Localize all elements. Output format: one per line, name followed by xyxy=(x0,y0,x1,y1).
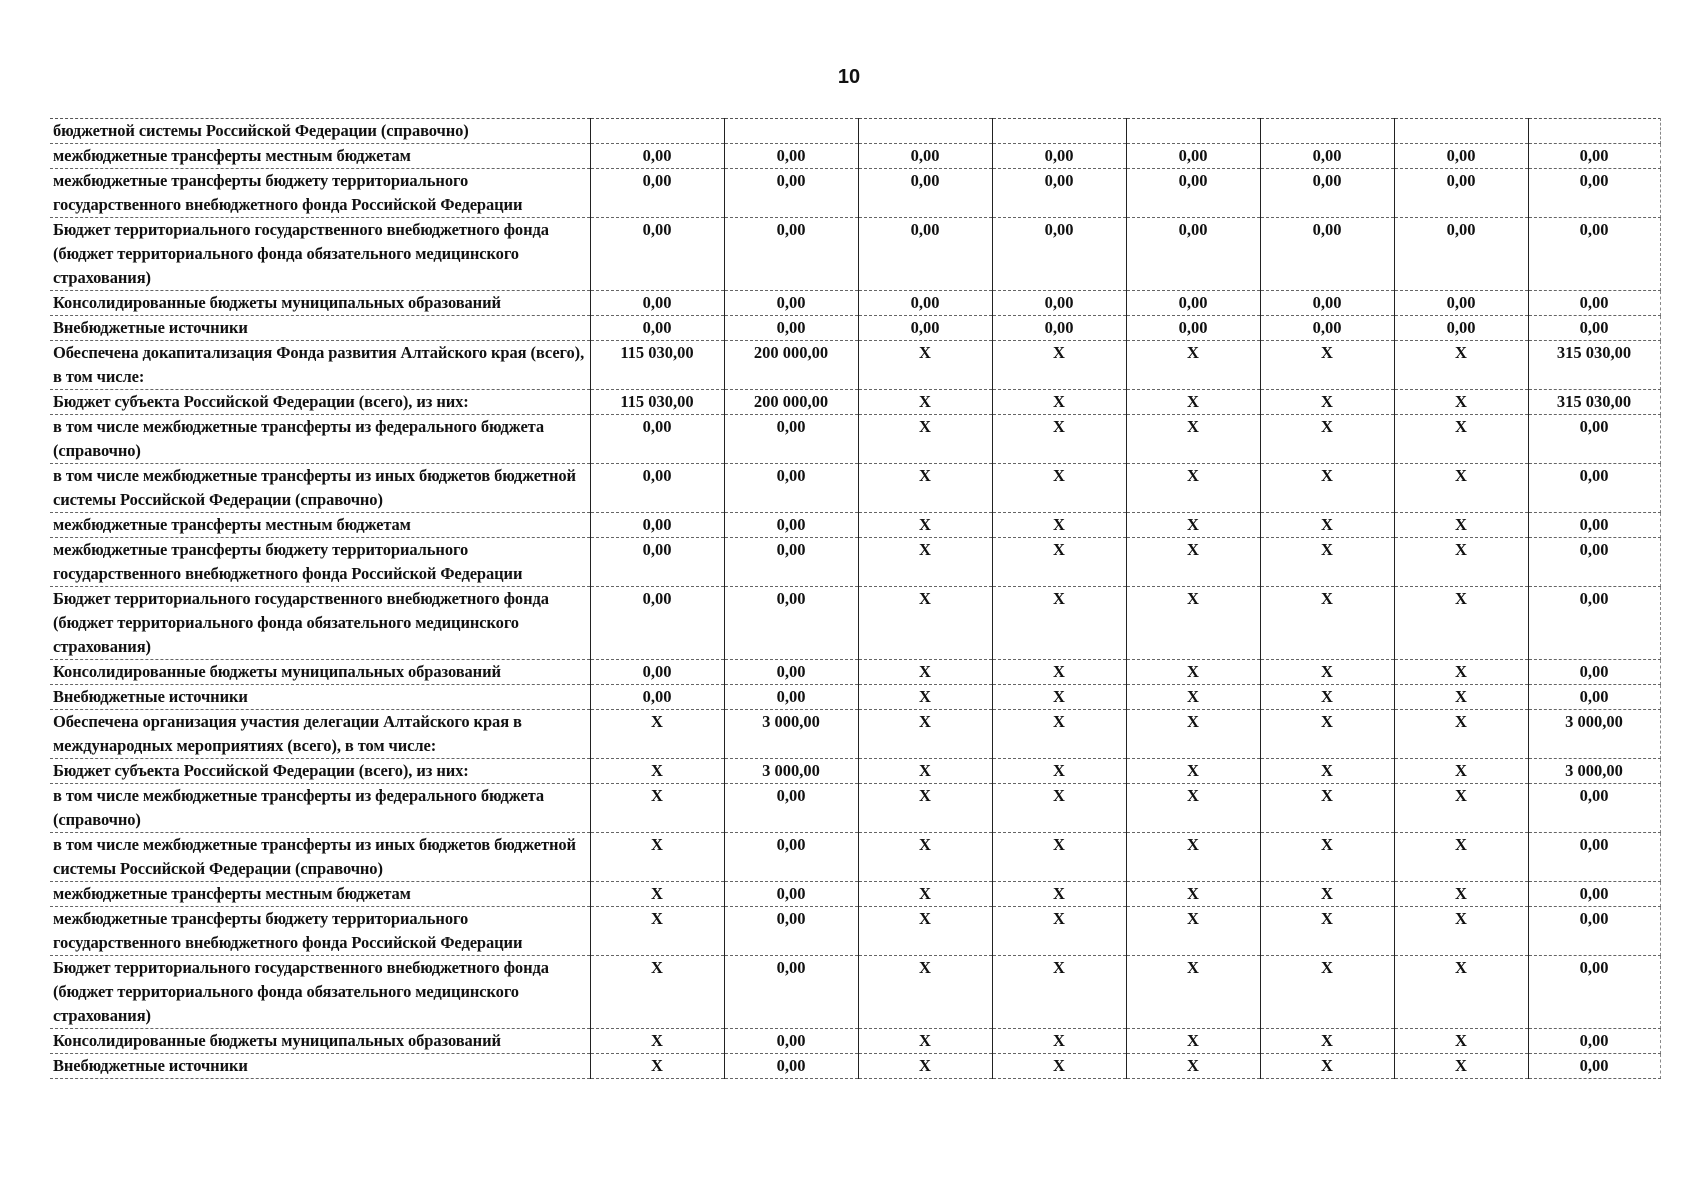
value-cell: X xyxy=(1260,341,1394,390)
value-cell: 0,00 xyxy=(1394,316,1528,341)
table-row xyxy=(50,759,1660,784)
value-cell: 0,00 xyxy=(1260,218,1394,291)
value-cell: X xyxy=(590,833,724,882)
value-cell: X xyxy=(1260,784,1394,833)
value-cell: 0,00 xyxy=(1528,415,1660,464)
value-cell: X xyxy=(1394,685,1528,710)
value-cell: X xyxy=(1260,390,1394,415)
value-cell: 0,00 xyxy=(724,685,858,710)
value-cell: 0,00 xyxy=(590,587,724,660)
value-cell: X xyxy=(1126,784,1260,833)
row-label: межбюджетные трансферты местным бюджетам xyxy=(50,882,590,907)
budget-table xyxy=(50,118,1661,1079)
value-cell: X xyxy=(1126,538,1260,587)
value-cell: 3 000,00 xyxy=(724,710,858,759)
value-cell: X xyxy=(1394,833,1528,882)
value-cell: 0,00 xyxy=(590,291,724,316)
value-cell: X xyxy=(858,710,992,759)
value-cell: 0,00 xyxy=(724,1029,858,1054)
row-label: Обеспечена организация участия делегации Алтайского края в международных мероприятиях (всего), в том числе: xyxy=(50,710,590,759)
value-cell: X xyxy=(992,538,1126,587)
value-cell: 0,00 xyxy=(1126,291,1260,316)
value-cell: 115 030,00 xyxy=(590,341,724,390)
value-cell: X xyxy=(858,513,992,538)
value-cell: X xyxy=(1126,1029,1260,1054)
value-cell: 0,00 xyxy=(724,882,858,907)
value-cell: X xyxy=(992,341,1126,390)
row-label: Консолидированные бюджеты муниципальных образований xyxy=(50,1029,590,1054)
value-cell: 0,00 xyxy=(590,538,724,587)
value-cell: X xyxy=(590,784,724,833)
value-cell: X xyxy=(992,464,1126,513)
value-cell: X xyxy=(590,759,724,784)
value-cell: X xyxy=(1394,538,1528,587)
row-label: в том числе межбюджетные трансферты из иных бюджетов бюджетной системы Российской Федерации (справочно) xyxy=(50,833,590,882)
value-cell: 0,00 xyxy=(724,316,858,341)
value-cell: 0,00 xyxy=(1528,660,1660,685)
value-cell: 315 030,00 xyxy=(1528,390,1660,415)
value-cell: X xyxy=(858,415,992,464)
table-row xyxy=(50,833,1660,882)
value-cell: 0,00 xyxy=(724,291,858,316)
row-label: в том числе межбюджетные трансферты из федерального бюджета (справочно) xyxy=(50,784,590,833)
value-cell xyxy=(724,119,858,144)
row-label: межбюджетные трансферты местным бюджетам xyxy=(50,144,590,169)
row-label: Бюджет субъекта Российской Федерации (всего), из них: xyxy=(50,759,590,784)
row-label: Обеспечена докапитализация Фонда развития Алтайского края (всего), в том числе: xyxy=(50,341,590,390)
value-cell: X xyxy=(1260,415,1394,464)
value-cell: X xyxy=(858,587,992,660)
value-cell: X xyxy=(1126,587,1260,660)
value-cell: 0,00 xyxy=(724,218,858,291)
value-cell: 0,00 xyxy=(590,415,724,464)
table-row xyxy=(50,169,1660,218)
value-cell: 0,00 xyxy=(1528,1029,1660,1054)
value-cell: X xyxy=(858,956,992,1029)
value-cell: X xyxy=(1260,538,1394,587)
table-body xyxy=(50,119,1660,1079)
value-cell: X xyxy=(1260,882,1394,907)
value-cell: X xyxy=(992,685,1126,710)
value-cell: 0,00 xyxy=(858,144,992,169)
value-cell: 3 000,00 xyxy=(1528,710,1660,759)
value-cell: X xyxy=(1126,759,1260,784)
row-label: межбюджетные трансферты местным бюджетам xyxy=(50,513,590,538)
table-row xyxy=(50,119,1660,144)
value-cell: X xyxy=(590,882,724,907)
row-label: Бюджет территориального государственного внебюджетного фонда (бюджет территориального фонда обязательного медицинского страхования) xyxy=(50,218,590,291)
value-cell: X xyxy=(590,710,724,759)
table-row xyxy=(50,956,1660,1029)
table-row xyxy=(50,538,1660,587)
value-cell: 0,00 xyxy=(1528,907,1660,956)
value-cell: X xyxy=(1260,660,1394,685)
value-cell: X xyxy=(992,1054,1126,1079)
value-cell: X xyxy=(1394,784,1528,833)
value-cell: 0,00 xyxy=(1394,218,1528,291)
value-cell: X xyxy=(1260,759,1394,784)
value-cell: 0,00 xyxy=(858,291,992,316)
value-cell: 0,00 xyxy=(1260,316,1394,341)
value-cell: 0,00 xyxy=(724,833,858,882)
value-cell: X xyxy=(1394,660,1528,685)
table-row xyxy=(50,144,1660,169)
value-cell: 0,00 xyxy=(992,291,1126,316)
value-cell xyxy=(1126,119,1260,144)
table-row xyxy=(50,587,1660,660)
row-label: Бюджет территориального государственного внебюджетного фонда (бюджет территориального фонда обязательного медицинского страхования) xyxy=(50,956,590,1029)
value-cell: X xyxy=(992,390,1126,415)
value-cell: X xyxy=(858,784,992,833)
value-cell: 0,00 xyxy=(724,587,858,660)
value-cell: X xyxy=(1126,833,1260,882)
value-cell: 0,00 xyxy=(1528,685,1660,710)
value-cell: X xyxy=(858,833,992,882)
value-cell: X xyxy=(1126,710,1260,759)
value-cell: X xyxy=(858,660,992,685)
value-cell: X xyxy=(858,685,992,710)
value-cell: X xyxy=(1394,956,1528,1029)
page-number: 10 xyxy=(837,66,861,88)
value-cell: X xyxy=(858,464,992,513)
value-cell: X xyxy=(1260,907,1394,956)
value-cell: X xyxy=(590,907,724,956)
table-row xyxy=(50,660,1660,685)
value-cell: X xyxy=(1394,1054,1528,1079)
value-cell: X xyxy=(590,1054,724,1079)
value-cell: 0,00 xyxy=(1126,169,1260,218)
value-cell: 0,00 xyxy=(724,513,858,538)
value-cell xyxy=(858,119,992,144)
table-row xyxy=(50,341,1660,390)
value-cell: X xyxy=(992,710,1126,759)
row-label: Бюджет территориального государственного внебюджетного фонда (бюджет территориального фонда обязательного медицинского страхования) xyxy=(50,587,590,660)
value-cell: X xyxy=(1394,759,1528,784)
row-label: межбюджетные трансферты бюджету территориального государственного внебюджетного фонда Российской Федерации xyxy=(50,169,590,218)
value-cell: X xyxy=(1126,464,1260,513)
value-cell: X xyxy=(992,907,1126,956)
table-row xyxy=(50,907,1660,956)
value-cell: 0,00 xyxy=(724,538,858,587)
value-cell: X xyxy=(1126,956,1260,1029)
value-cell xyxy=(1528,119,1660,144)
value-cell: 0,00 xyxy=(1528,784,1660,833)
value-cell: 0,00 xyxy=(1260,169,1394,218)
row-label: Консолидированные бюджеты муниципальных образований xyxy=(50,291,590,316)
row-label: Внебюджетные источники xyxy=(50,1054,590,1079)
table-row xyxy=(50,316,1660,341)
table-row xyxy=(50,513,1660,538)
value-cell: X xyxy=(858,882,992,907)
value-cell: 0,00 xyxy=(1126,144,1260,169)
row-label: Бюджет субъекта Российской Федерации (всего), из них: xyxy=(50,390,590,415)
table-row xyxy=(50,390,1660,415)
value-cell: 0,00 xyxy=(1126,316,1260,341)
value-cell: 0,00 xyxy=(1528,464,1660,513)
value-cell: X xyxy=(1394,1029,1528,1054)
value-cell: X xyxy=(1394,587,1528,660)
table-row xyxy=(50,685,1660,710)
value-cell: 0,00 xyxy=(724,144,858,169)
value-cell: X xyxy=(1394,415,1528,464)
value-cell: X xyxy=(992,587,1126,660)
row-label: Консолидированные бюджеты муниципальных образований xyxy=(50,660,590,685)
row-label: межбюджетные трансферты бюджету территориального государственного внебюджетного фонда Российской Федерации xyxy=(50,538,590,587)
value-cell: 0,00 xyxy=(1528,882,1660,907)
value-cell: X xyxy=(992,660,1126,685)
table-row xyxy=(50,464,1660,513)
row-label: Внебюджетные источники xyxy=(50,316,590,341)
value-cell: X xyxy=(992,1029,1126,1054)
value-cell: 0,00 xyxy=(1528,513,1660,538)
table-row xyxy=(50,1054,1660,1079)
value-cell: X xyxy=(1126,907,1260,956)
table-row xyxy=(50,784,1660,833)
value-cell: X xyxy=(858,759,992,784)
value-cell: X xyxy=(1260,587,1394,660)
table-row xyxy=(50,1029,1660,1054)
value-cell: X xyxy=(992,833,1126,882)
value-cell: 0,00 xyxy=(590,218,724,291)
value-cell: 0,00 xyxy=(724,907,858,956)
value-cell: 0,00 xyxy=(590,513,724,538)
value-cell: X xyxy=(1394,390,1528,415)
value-cell: X xyxy=(858,341,992,390)
value-cell: 0,00 xyxy=(1528,169,1660,218)
value-cell: X xyxy=(1126,882,1260,907)
value-cell: 200 000,00 xyxy=(724,390,858,415)
value-cell: 0,00 xyxy=(724,1054,858,1079)
table-row xyxy=(50,291,1660,316)
value-cell: 3 000,00 xyxy=(724,759,858,784)
value-cell: 0,00 xyxy=(858,169,992,218)
value-cell: X xyxy=(1260,956,1394,1029)
value-cell: X xyxy=(590,1029,724,1054)
value-cell: X xyxy=(1260,1029,1394,1054)
value-cell: 0,00 xyxy=(724,464,858,513)
value-cell: 0,00 xyxy=(992,144,1126,169)
value-cell: 0,00 xyxy=(992,316,1126,341)
value-cell: X xyxy=(992,415,1126,464)
value-cell: X xyxy=(858,907,992,956)
table-row xyxy=(50,710,1660,759)
value-cell: X xyxy=(1260,833,1394,882)
value-cell: 0,00 xyxy=(1528,1054,1660,1079)
value-cell: 0,00 xyxy=(1260,291,1394,316)
value-cell: 0,00 xyxy=(724,956,858,1029)
value-cell: 0,00 xyxy=(590,144,724,169)
value-cell: 0,00 xyxy=(724,415,858,464)
value-cell: X xyxy=(1394,464,1528,513)
value-cell: 3 000,00 xyxy=(1528,759,1660,784)
value-cell: X xyxy=(1394,341,1528,390)
value-cell: X xyxy=(1126,1054,1260,1079)
value-cell: X xyxy=(992,882,1126,907)
value-cell: X xyxy=(1126,513,1260,538)
value-cell: X xyxy=(1394,513,1528,538)
value-cell: 0,00 xyxy=(590,685,724,710)
value-cell: 0,00 xyxy=(1528,956,1660,1029)
value-cell xyxy=(1260,119,1394,144)
value-cell: X xyxy=(1126,341,1260,390)
value-cell: X xyxy=(992,956,1126,1029)
value-cell: 0,00 xyxy=(858,316,992,341)
value-cell xyxy=(1394,119,1528,144)
row-label: межбюджетные трансферты бюджету территориального государственного внебюджетного фонда Российской Федерации xyxy=(50,907,590,956)
value-cell: 115 030,00 xyxy=(590,390,724,415)
value-cell: 0,00 xyxy=(724,784,858,833)
value-cell: X xyxy=(1394,907,1528,956)
value-cell: 0,00 xyxy=(724,660,858,685)
row-label: бюджетной системы Российской Федерации (справочно) xyxy=(50,119,590,144)
value-cell: 0,00 xyxy=(1394,169,1528,218)
value-cell: 0,00 xyxy=(724,169,858,218)
value-cell: 0,00 xyxy=(1260,144,1394,169)
value-cell: 0,00 xyxy=(590,660,724,685)
value-cell: 0,00 xyxy=(1528,316,1660,341)
value-cell: X xyxy=(1126,660,1260,685)
value-cell: 315 030,00 xyxy=(1528,341,1660,390)
row-label: в том числе межбюджетные трансферты из федерального бюджета (справочно) xyxy=(50,415,590,464)
value-cell: 0,00 xyxy=(1394,291,1528,316)
value-cell: 0,00 xyxy=(992,169,1126,218)
value-cell: X xyxy=(1260,1054,1394,1079)
value-cell: 0,00 xyxy=(1528,587,1660,660)
value-cell: 0,00 xyxy=(1528,218,1660,291)
value-cell: 0,00 xyxy=(992,218,1126,291)
value-cell: X xyxy=(1126,685,1260,710)
row-label: Внебюджетные источники xyxy=(50,685,590,710)
table-row xyxy=(50,415,1660,464)
value-cell xyxy=(590,119,724,144)
value-cell xyxy=(992,119,1126,144)
value-cell: 0,00 xyxy=(1528,538,1660,587)
value-cell: 0,00 xyxy=(590,464,724,513)
value-cell: X xyxy=(858,390,992,415)
value-cell: 200 000,00 xyxy=(724,341,858,390)
value-cell: X xyxy=(590,956,724,1029)
value-cell: X xyxy=(1126,415,1260,464)
value-cell: 0,00 xyxy=(590,169,724,218)
value-cell: X xyxy=(1126,390,1260,415)
value-cell: X xyxy=(1260,710,1394,759)
value-cell: 0,00 xyxy=(590,316,724,341)
value-cell: X xyxy=(858,1054,992,1079)
value-cell: 0,00 xyxy=(1394,144,1528,169)
value-cell: X xyxy=(992,784,1126,833)
table-row xyxy=(50,882,1660,907)
value-cell: 0,00 xyxy=(1126,218,1260,291)
value-cell: 0,00 xyxy=(858,218,992,291)
table-row xyxy=(50,218,1660,291)
value-cell: X xyxy=(1260,513,1394,538)
value-cell: 0,00 xyxy=(1528,833,1660,882)
value-cell: X xyxy=(1394,882,1528,907)
value-cell: 0,00 xyxy=(1528,144,1660,169)
value-cell: X xyxy=(1394,710,1528,759)
value-cell: 0,00 xyxy=(1528,291,1660,316)
value-cell: X xyxy=(1260,685,1394,710)
value-cell: X xyxy=(992,513,1126,538)
value-cell: X xyxy=(1260,464,1394,513)
value-cell: X xyxy=(858,538,992,587)
value-cell: X xyxy=(992,759,1126,784)
row-label: в том числе межбюджетные трансферты из иных бюджетов бюджетной системы Российской Федерации (справочно) xyxy=(50,464,590,513)
value-cell: X xyxy=(858,1029,992,1054)
